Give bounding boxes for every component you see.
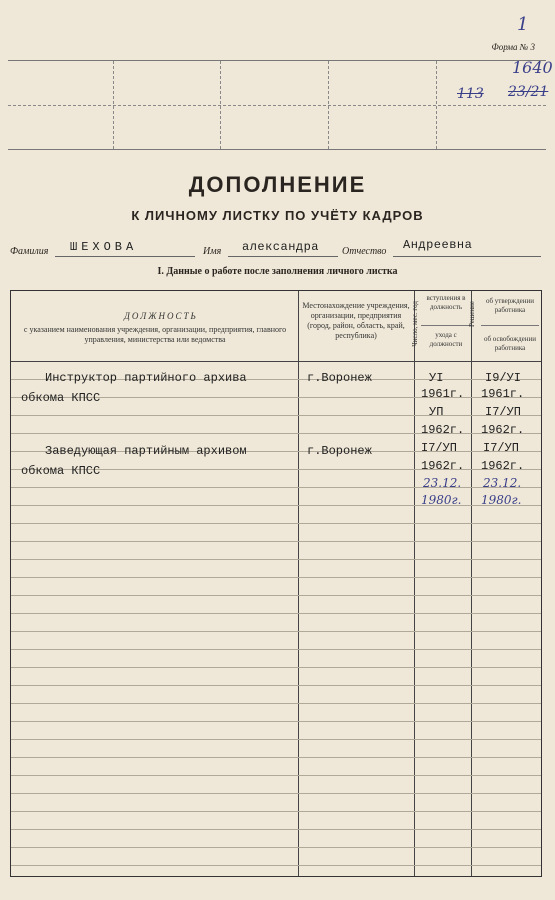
document-subtitle: К ЛИЧНОМУ ЛИСТКУ ПО УЧЁТУ КАДРОВ <box>131 208 424 223</box>
form-number: Форма № 3 <box>491 42 535 52</box>
ruled-line <box>11 757 541 758</box>
ruled-line <box>11 739 541 740</box>
location-header: Местонахождение учреждения, организации, предприятия (город, район, область, край, республика) <box>302 301 410 340</box>
decision-label: Решение <box>468 301 476 328</box>
row1-date-out-1: УП <box>429 405 444 419</box>
position-subheader: с указанием наименования учреждения, организации, предприятия, главного управления, министерства или ведомства <box>23 325 287 344</box>
patronymic-label: Отчество <box>342 246 387 257</box>
work-history-table <box>10 290 542 877</box>
row2-date-in-1: I7/УП <box>421 441 458 455</box>
row2-date-out-1: 23.12. <box>423 476 462 490</box>
ruled-line <box>11 865 541 866</box>
ruled-line <box>11 775 541 776</box>
handwritten-corner-mark: 1 <box>517 14 529 35</box>
name-label: Имя <box>203 246 222 257</box>
ruled-line <box>11 631 541 632</box>
ruled-line <box>11 685 541 686</box>
row1-position-line1: Инструктор партийного архива <box>45 371 247 385</box>
row2-dec-in-2: 1962г. <box>481 459 525 473</box>
document-title: ДОПОЛНЕНИЕ <box>188 172 367 197</box>
name-value: александра <box>242 240 320 254</box>
row2-position-line1: Заведующая партийным архивом <box>45 444 247 458</box>
position-header: ДОЛЖНОСТЬ <box>124 311 198 321</box>
ruled-line <box>11 505 541 506</box>
row1-dec-in-2: 1961г. <box>481 387 525 401</box>
ruled-line <box>11 649 541 650</box>
row1-position-line2: обкома КПСС <box>21 391 101 405</box>
ruled-line <box>11 667 541 668</box>
ruled-line <box>11 559 541 560</box>
ruled-line <box>11 811 541 812</box>
row1-dec-in-1: I9/УI <box>485 371 522 385</box>
ruled-line <box>11 487 541 488</box>
row1-date-out-2: 1962г. <box>421 423 465 437</box>
row2-date-in-2: 1962г. <box>421 459 465 473</box>
row1-dec-out-1: I7/УП <box>485 405 522 419</box>
ruled-line <box>11 541 541 542</box>
patronymic-value: Андреевна <box>403 238 473 252</box>
date-out-header: ухода с должности <box>429 331 463 348</box>
row2-location: г.Воронеж <box>307 444 372 458</box>
section-title: I. Данные о работе после заполнения личного листка <box>157 266 398 277</box>
row2-position-line2: обкома КПСС <box>21 464 101 478</box>
row2-date-out-2: 1980г. <box>421 493 462 507</box>
top-grid <box>8 60 549 150</box>
ruled-line <box>11 595 541 596</box>
surname-label: Фамилия <box>10 246 49 257</box>
row2-dec-out-1: 23.12. <box>483 476 522 490</box>
row1-date-in-2: 1961г. <box>421 387 465 401</box>
row1-date-in-1: УI <box>429 371 444 385</box>
struck-number-a: 113 <box>457 86 484 102</box>
row1-dec-out-2: 1962г. <box>481 423 525 437</box>
ruled-line <box>11 703 541 704</box>
handwritten-number: 1640 <box>512 58 553 77</box>
row2-dec-out-2: 1980г. <box>481 493 522 507</box>
date-label: Число, мес. год <box>411 301 419 347</box>
ruled-line <box>11 613 541 614</box>
ruled-line <box>11 523 541 524</box>
ruled-line <box>11 415 541 416</box>
decision-in-header: об утверждении работника <box>486 297 534 314</box>
row1-location: г.Воронеж <box>307 371 372 385</box>
row2-dec-in-1: I7/УП <box>483 441 520 455</box>
date-in-header: вступления в должность <box>426 294 466 311</box>
struck-number-b: 23/21 <box>508 84 549 100</box>
decision-out-header: об освобождении работника <box>484 335 536 352</box>
surname-value: ШЕХОВА <box>70 240 138 254</box>
ruled-line <box>11 721 541 722</box>
ruled-line <box>11 577 541 578</box>
ruled-line <box>11 847 541 848</box>
ruled-line <box>11 793 541 794</box>
ruled-line <box>11 829 541 830</box>
